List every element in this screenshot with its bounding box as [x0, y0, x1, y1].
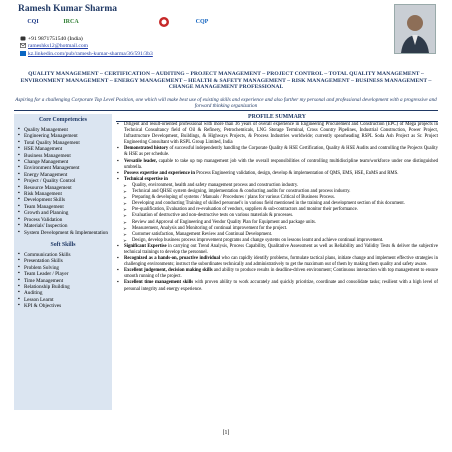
core-competency-item: ▪ Materials' Inspection: [18, 223, 110, 229]
core-competency-item: ▪ Team Management: [18, 204, 110, 210]
section-divider: [14, 110, 438, 111]
page-number: [1]: [222, 430, 230, 436]
bullet-lead: Significant Expertise: [124, 243, 167, 249]
bullet-text: with proven ability to work accurately and quickly prioritize, coordinate and consolidate tasks; resilient with a high level of personal integrity and energy experience.: [124, 280, 438, 292]
cqp-logo: CQP: [195, 19, 209, 25]
technical-expertise-item: ➢ Pre-qualification, Evaluation and re-evaluation of vendors, suppliers & sub-contractors and monitor their performance.: [116, 207, 438, 213]
core-competency-item: ▪ Business Management: [18, 153, 110, 159]
bullet-lead: Recognized as a hands-on, proactive individual: [124, 256, 221, 262]
profile-photo: [394, 4, 436, 54]
technical-expertise-item: ➢ Quality, environment, health and safety management process and construction industry.: [116, 183, 438, 189]
bullet-text: in carrying out Trend Analysis, Process Capability, Qualitative Assessment as well as Reliability and Validity Tests & deliver the subjective technical trainings to develop the personnel.: [124, 243, 438, 255]
bullet-text: of successful independently handling the Corporate Quality & HSE Certification, Quality & HSE Audits and controlling the Projects Quality & HSE as per schedule.: [124, 146, 438, 158]
bullet-lead: Possess expertise and experience in: [124, 170, 195, 176]
technical-expertise-item: ➢ Developing and conducting Training of skilled personnel's in various field mentioned in the training and development section of this document.: [116, 201, 438, 207]
bullet-lead: Demonstrated history: [124, 146, 169, 152]
technical-expertise-item: ➢ Technical and QHSE system designing, implementation & conducting audits for construction and process industry.: [116, 189, 438, 195]
contact-phone: +91 9871751540 (India): [20, 36, 83, 43]
soft-skill-item: ▪ Presentation Skills: [18, 258, 110, 264]
bullet-lead: Versatile leader,: [124, 158, 157, 164]
bullet-text: who can rapidly identify problems, formulate tactical plans, initiate change and implement effective strategies in challenging environments; instruct the subordinates technically and administratively to get the maximum out of them by making them quality and safety aware.: [124, 256, 438, 268]
soft-skill-item: ▪ Time Management: [18, 278, 110, 284]
core-competency-item: ▪ System Development & Implementation: [18, 230, 110, 236]
soft-skill-item: ▪ Relationship Building: [18, 284, 110, 290]
technical-expertise-item: ➢ Design, develop business process improvement programs and change systems on lessons learnt and achieve continual improvement.: [116, 238, 438, 244]
bullet-lead: Technical expertise in: [124, 176, 168, 182]
soft-skills-title: Soft Skills: [50, 242, 76, 248]
technical-expertise-item: ➢ Evaluation of destructive and non-destructive tests on various materials & processes.: [116, 213, 438, 219]
bullet-text: Process Engineering validation, design, develop & implementation of QMS, EMS, HSE, EnMS and RMS.: [194, 170, 399, 176]
core-competencies-list: [18, 127, 110, 236]
core-competency-item: ▪ HSE Management: [18, 146, 110, 152]
profile-bullet: [116, 244, 438, 256]
soft-skill-item: ▪ Auditing: [18, 290, 110, 296]
soft-skill-item: ▪ KPI & Objectives: [18, 303, 110, 309]
sidebar: [14, 114, 112, 410]
core-competency-item: ▪ Energy Management: [18, 172, 110, 178]
professional-headline: QUALITY MANAGEMENT ~ CERTIFICATION ~ AUDITING ~ PROJECT MANAGEMENT ~ PROJECT CONTROL ~ TOTAL QUALITY MANAGEMENT ~ ENVIRONMENT MANAGEMENT ~ ENERGY MANAGEMENT ~ HEALTH & SAFETY MANAGEMENT ~ RISK MANAGEMENT ~ BUSINESS MANAGEMENT ~ CHANGE MANAGEMENT PROFESSIONAL: [20, 71, 432, 91]
soft-skill-item: ▪ Problem Solving: [18, 265, 110, 271]
core-competency-item: ▪ Risk Management: [18, 191, 110, 197]
technical-expertise-item: ➢ Measurement, Analysis and Monitoring of continual improvement for the project.: [116, 226, 438, 232]
technical-expertise-item: ➢ Customer satisfaction, Management Review and Continual Development.: [116, 232, 438, 238]
soft-skill-item: ▪ Lesson Learnt: [18, 297, 110, 303]
linkedin-icon: [20, 51, 26, 56]
core-competency-item: ▪ Growth and Planning: [18, 210, 110, 216]
core-competency-item: ▪ Environment Management: [18, 165, 110, 171]
contact-email[interactable]: rameshks12@hotmail.com: [20, 43, 88, 50]
bullet-text: capable to take up top management job with the overall responsibilities of controlling multidiscipline team/workforce under one distinguished umbrella.: [124, 158, 438, 170]
technical-expertise-item: ➢ Preparing & developing of systems / Manuals / Procedures / plans for various Critical of Business Process.: [116, 195, 438, 201]
irca-logo: IRCA: [63, 19, 79, 25]
bullet-text: Diligent and result-oriented professional with more than 36 years of overall experience in Engineering Procurement and Construction (EPC) of Mega projects in Technical Consultancy field of Oil & Refinery, Petrochemicals, LNG Storage Terminal, Cross Country Pipelines, Industrial Construction, Power Project, Infrastructure Development, Buildings, & Highways Projects, & Process Industries worldwide; currently spearheading RSPL Soda Ash Project as Sr. Project Engineering Consultant with RSPL Group Limited, India: [124, 122, 438, 146]
phone-icon: [20, 36, 26, 41]
badge-logo: [156, 16, 172, 28]
aspiration-statement: Aspiring for a challenging Corporate Top Level Position, one which will make best use of existing skills and experience and also further my personal and professional development with a progressive and forward thinking organization: [15, 97, 437, 110]
profile-summary-title: PROFILE SUMMARY: [116, 114, 438, 122]
technical-expertise-item: ➢ Review and Approval of Engineering and Vendor Quality Plan for Equipment and package units.: [116, 220, 438, 226]
soft-skill-item: ▪ Communication Skills: [18, 252, 110, 258]
core-competency-item: ▪ Development Skills: [18, 197, 110, 203]
bullet-lead: Excellent judgement, decision making skills: [124, 268, 213, 274]
profile-bullet: [116, 256, 438, 268]
profile-summary-list: [116, 122, 438, 293]
cqi-logo: CQI: [27, 19, 39, 25]
profile-summary: [116, 114, 438, 293]
core-competency-item: ▪ Change Management: [18, 159, 110, 165]
profile-bullet: [116, 159, 438, 171]
profile-bullet: [116, 268, 438, 280]
core-competency-item: ▪ Total Quality Management: [18, 140, 110, 146]
core-competency-item: ▪ Engineering Management: [18, 133, 110, 139]
profile-bullet: [116, 122, 438, 146]
certification-logos: [16, 16, 226, 32]
email-icon: [20, 43, 26, 48]
core-competency-item: ▪ Resource Management: [18, 185, 110, 191]
soft-skill-item: ▪ Team Leader / Player: [18, 271, 110, 277]
profile-bullet: [116, 146, 438, 158]
bullet-text: and ability to produce results in deadline-driven environment; Continuous interaction with top management to ensure smooth running of the project.: [124, 268, 439, 280]
contact-linkedin[interactable]: kz.linkedin.com/pub/ramesh-kumar-sharma/36/591/3b3: [20, 51, 153, 58]
core-competency-item: ▪ Project / Quality Control: [18, 178, 110, 184]
core-competency-item: ▪ Process Validation: [18, 217, 110, 223]
profile-bullet: [116, 280, 438, 292]
soft-skills-list: [18, 252, 110, 310]
core-competency-item: ▪ Quality Management: [18, 127, 110, 133]
core-competencies-title: Core Competencies: [38, 117, 88, 123]
bullet-lead: Excellent time management skills: [124, 280, 194, 286]
candidate-name: Ramesh Kumar Sharma: [18, 4, 118, 14]
